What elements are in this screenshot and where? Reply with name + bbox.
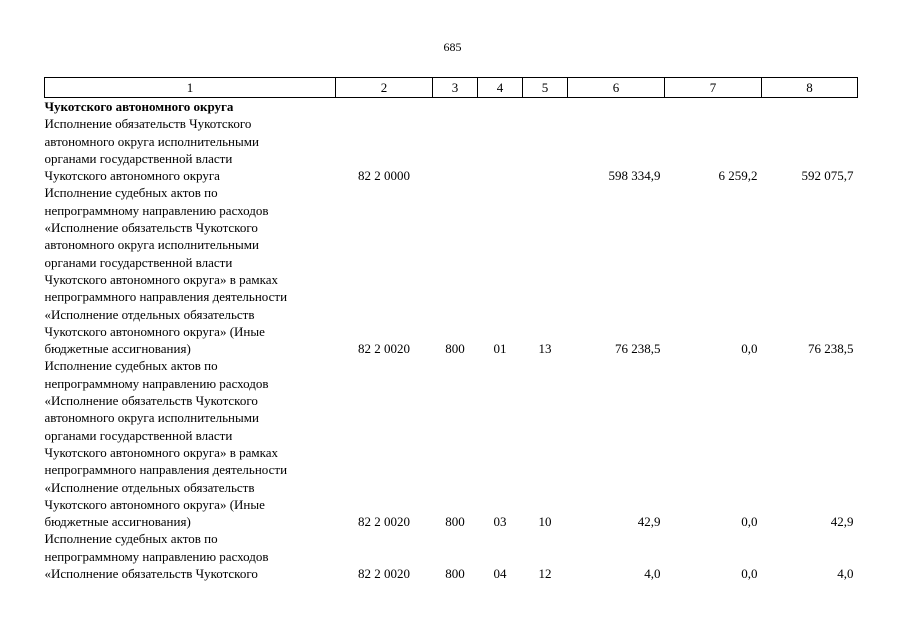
expense-type-cell: 800 xyxy=(445,341,465,357)
subsection-cell: 13 xyxy=(538,341,552,357)
description-line: Исполнение обязательств Чукотского xyxy=(44,116,252,132)
description-line: Чукотского автономного округа» (Иные xyxy=(44,323,265,339)
amount-cell: 598 334,9 xyxy=(608,168,661,184)
amount-cell: 42,9 xyxy=(637,514,661,530)
column-header: 3 xyxy=(433,78,478,98)
table-row xyxy=(45,184,858,357)
column-header: 7 xyxy=(665,78,762,98)
description-line: Исполнение судебных актов по xyxy=(44,531,218,547)
description-line: органами государственной власти xyxy=(44,150,233,166)
description-line: бюджетные ассигнования) xyxy=(44,341,191,357)
description-line: автономного округа исполнительными xyxy=(44,237,259,253)
page-number: 685 xyxy=(443,40,462,54)
subsection-cell xyxy=(523,115,568,184)
description-line: непрограммного направления деятельности xyxy=(44,289,288,305)
expense-type-cell: 800 xyxy=(445,514,465,530)
description-cell xyxy=(45,530,336,582)
amount-cell: 0,0 xyxy=(741,514,758,530)
expense-type-cell xyxy=(433,115,478,184)
amount-cell: 0,0 xyxy=(741,341,758,357)
amount-cell: 0,0 xyxy=(741,566,758,582)
table-row xyxy=(45,98,858,116)
description-cell xyxy=(45,98,336,116)
amount-cell xyxy=(762,98,858,116)
description-line: автономного округа исполнительными xyxy=(44,133,259,149)
section-cell: 01 xyxy=(493,341,507,357)
table-row xyxy=(45,530,858,582)
description-line: автономного округа исполнительными xyxy=(44,410,259,426)
description-line: бюджетные ассигнования) xyxy=(44,514,191,530)
column-number-row xyxy=(45,78,858,98)
description-line: непрограммному направлению расходов xyxy=(44,548,269,564)
amount-cell: 592 075,7 xyxy=(801,168,854,184)
description-line: Исполнение судебных актов по xyxy=(44,185,218,201)
column-header: 6 xyxy=(568,78,665,98)
description-line: «Исполнение обязательств Чукотского xyxy=(44,220,258,236)
description-line: непрограммному направлению расходов xyxy=(44,375,269,391)
description-line: «Исполнение обязательств Чукотского xyxy=(44,393,258,409)
amount-cell xyxy=(665,98,762,116)
column-header: 4 xyxy=(478,78,523,98)
amount-cell: 76 238,5 xyxy=(808,341,854,357)
section-cell: 04 xyxy=(493,566,507,582)
description-line: непрограммному направлению расходов xyxy=(44,202,269,218)
code-cell: 82 2 0020 xyxy=(358,341,410,357)
subsection-cell: 12 xyxy=(538,566,552,582)
expense-type-cell xyxy=(433,98,478,116)
code-cell: 82 2 0020 xyxy=(358,566,410,582)
amount-cell: 6 259,2 xyxy=(718,168,758,184)
column-header: 1 xyxy=(45,78,336,98)
column-header: 5 xyxy=(523,78,568,98)
description-cell xyxy=(45,115,336,184)
description-line: органами государственной власти xyxy=(44,427,233,443)
section-cell xyxy=(478,115,523,184)
table-row xyxy=(45,115,858,184)
table-row xyxy=(45,357,858,530)
table-body xyxy=(45,98,858,583)
description-line: органами государственной власти xyxy=(44,254,233,270)
code-cell: 82 2 0000 xyxy=(358,168,410,184)
amount-cell: 42,9 xyxy=(830,514,854,530)
amount-cell: 4,0 xyxy=(644,566,661,582)
expense-type-cell: 800 xyxy=(445,566,465,582)
description-line: «Исполнение отдельных обязательств xyxy=(44,479,255,495)
code-cell: 82 2 0020 xyxy=(358,514,410,530)
amount-cell: 4,0 xyxy=(837,566,854,582)
description-line: Исполнение судебных актов по xyxy=(44,358,218,374)
subsection-cell: 10 xyxy=(538,514,552,530)
amount-cell: 76 238,5 xyxy=(615,341,661,357)
section-cell xyxy=(478,98,523,116)
description-line: Чукотского автономного округа» в рамках xyxy=(44,271,278,287)
description-line: «Исполнение отдельных обязательств xyxy=(44,306,255,322)
column-header: 8 xyxy=(762,78,858,98)
description-cell xyxy=(45,357,336,530)
amount-cell xyxy=(568,98,665,116)
description-line: Чукотского автономного округа» (Иные xyxy=(44,496,265,512)
description-line: «Исполнение обязательств Чукотского xyxy=(44,566,258,582)
column-header: 2 xyxy=(336,78,433,98)
description-cell xyxy=(45,184,336,357)
code-cell xyxy=(336,98,433,116)
description-line: непрограммного направления деятельности xyxy=(44,462,288,478)
description-line: Чукотского автономного округа xyxy=(44,168,220,184)
description-line: Чукотского автономного округа xyxy=(44,99,234,114)
section-cell: 03 xyxy=(493,514,507,530)
subsection-cell xyxy=(523,98,568,116)
budget-table xyxy=(44,77,858,582)
description-line: Чукотского автономного округа» в рамках xyxy=(44,444,278,460)
